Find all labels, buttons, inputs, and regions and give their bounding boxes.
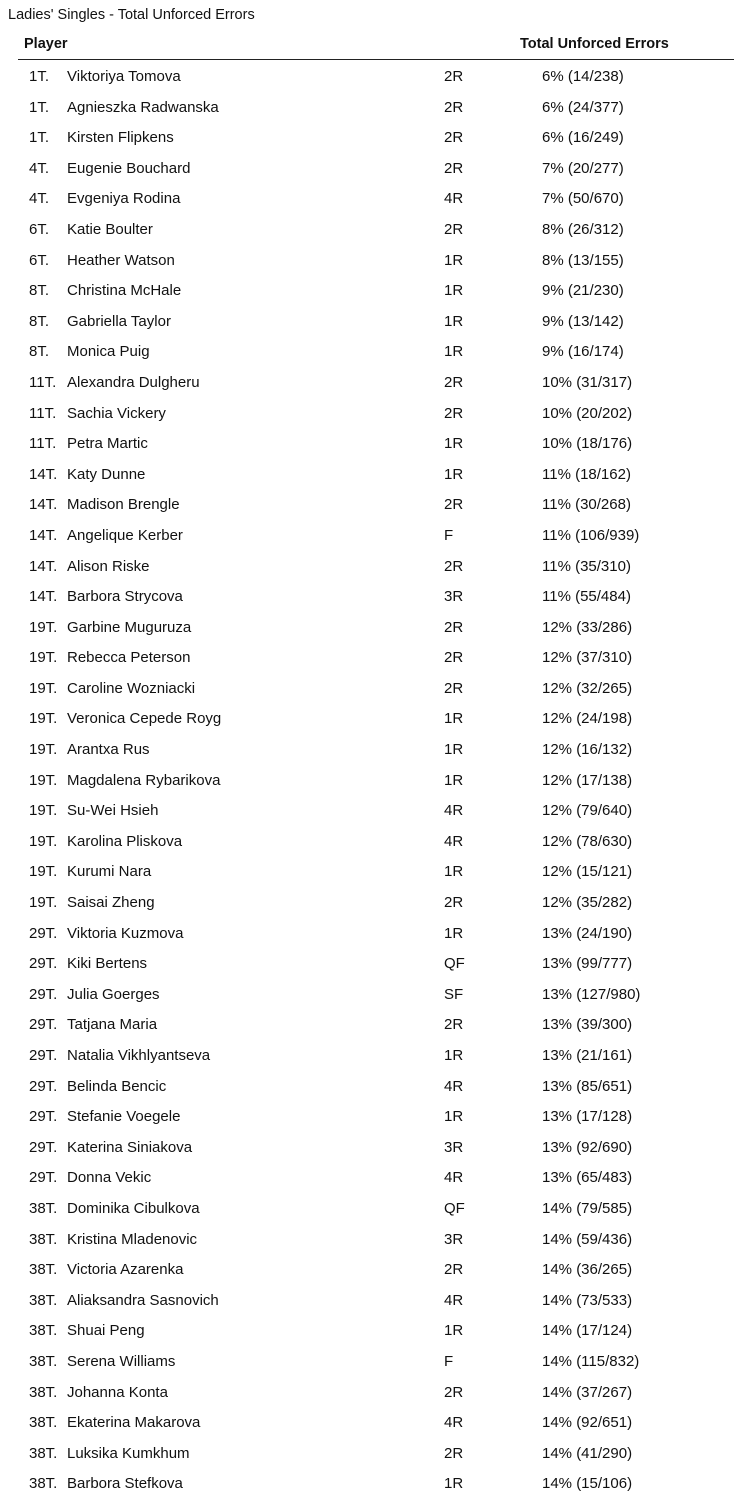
table-row [0, 246, 756, 277]
round-cell: 1R [444, 251, 464, 269]
player-name-cell: Ekaterina Makarova [67, 1414, 201, 1432]
rank-cell: 14T. [29, 526, 58, 544]
table-row [0, 1255, 756, 1286]
rank-cell: 8T. [29, 343, 50, 361]
rank-cell: 38T. [29, 1261, 58, 1279]
table-row [0, 276, 756, 307]
unforced-errors-cell: 14% (73/533) [542, 1291, 633, 1309]
round-cell: 2R [444, 1383, 464, 1401]
header-divider [18, 59, 734, 60]
unforced-errors-cell: 12% (35/282) [542, 894, 633, 912]
table-row [0, 919, 756, 950]
table-row [0, 857, 756, 888]
rank-cell: 38T. [29, 1383, 58, 1401]
player-name-cell: Alexandra Dulgheru [67, 373, 200, 391]
table-row [0, 582, 756, 613]
table-row [0, 552, 756, 583]
rank-cell: 29T. [29, 1169, 58, 1187]
player-name-cell: Garbine Muguruza [67, 618, 192, 636]
player-name-cell: Petra Martic [67, 435, 148, 453]
rank-cell: 6T. [29, 251, 50, 269]
rank-cell: 19T. [29, 618, 58, 636]
unforced-errors-cell: 13% (24/190) [542, 924, 633, 942]
rank-cell: 19T. [29, 771, 58, 789]
table-row [0, 674, 756, 705]
unforced-errors-cell: 14% (79/585) [542, 1199, 633, 1217]
round-cell: 4R [444, 832, 464, 850]
rank-cell: 11T. [29, 435, 57, 453]
table-row [0, 1286, 756, 1317]
table-row [0, 1102, 756, 1133]
player-name-cell: Serena Williams [67, 1352, 176, 1370]
round-cell: 1R [444, 312, 464, 330]
unforced-errors-cell: 12% (15/121) [542, 863, 633, 881]
unforced-errors-cell: 13% (99/777) [542, 955, 633, 973]
table-row [0, 1072, 756, 1103]
round-cell: 2R [444, 68, 464, 85]
unforced-errors-cell: 14% (41/290) [542, 1444, 633, 1462]
round-cell: 3R [444, 1230, 464, 1248]
unforced-errors-cell: 13% (39/300) [542, 1016, 633, 1034]
round-cell: QF [444, 1199, 465, 1217]
round-cell: 1R [444, 710, 464, 728]
unforced-errors-cell: 13% (17/128) [542, 1108, 633, 1126]
round-cell: SF [444, 985, 464, 1003]
unforced-errors-cell: 6% (24/377) [542, 98, 624, 116]
player-name-cell: Tatjana Maria [67, 1016, 158, 1034]
round-cell: 2R [444, 679, 464, 697]
round-cell: 2R [444, 496, 464, 514]
player-name-cell: Kristina Mladenovic [67, 1230, 198, 1248]
unforced-errors-cell: 12% (37/310) [542, 649, 633, 667]
player-name-cell: Magdalena Rybarikova [67, 771, 221, 789]
round-cell: 1R [444, 343, 464, 361]
table-row [0, 1010, 756, 1041]
player-name-cell: Alison Riske [67, 557, 150, 575]
player-name-cell: Johanna Konta [67, 1383, 168, 1401]
results-table [0, 62, 756, 1500]
round-cell: 1R [444, 465, 464, 483]
rank-cell: 19T. [29, 679, 58, 697]
table-row [0, 307, 756, 338]
table-row [0, 1163, 756, 1194]
unforced-errors-cell: 12% (16/132) [542, 741, 633, 759]
rank-cell: 11T. [29, 404, 57, 422]
rank-cell: 29T. [29, 955, 58, 973]
rank-cell: 19T. [29, 802, 58, 820]
table-row [0, 1041, 756, 1072]
round-cell: 2R [444, 557, 464, 575]
rank-cell: 38T. [29, 1352, 58, 1370]
player-name-cell: Donna Vekic [67, 1169, 152, 1187]
table-row [0, 827, 756, 858]
unforced-errors-cell: 13% (85/651) [542, 1077, 633, 1095]
table-row [0, 460, 756, 491]
unforced-errors-cell: 11% (18/162) [542, 465, 631, 483]
table-row [0, 337, 756, 368]
table-row [0, 949, 756, 980]
round-cell: F [444, 1352, 454, 1370]
unforced-errors-cell: 11% (35/310) [542, 557, 631, 575]
round-cell: 2R [444, 98, 464, 116]
unforced-errors-cell: 13% (21/161) [542, 1047, 633, 1064]
player-name-cell: Monica Puig [67, 343, 150, 361]
round-cell: 2R [444, 1261, 464, 1279]
unforced-errors-cell: 12% (24/198) [542, 710, 633, 728]
table-row [0, 704, 756, 735]
table-row [0, 735, 756, 766]
table-row [0, 123, 756, 154]
rank-cell: 38T. [29, 1322, 58, 1340]
unforced-errors-cell: 9% (13/142) [542, 312, 624, 330]
player-name-cell: Kirsten Flipkens [67, 129, 174, 147]
round-cell: F [444, 526, 454, 544]
table-row [0, 888, 756, 919]
unforced-errors-cell: 13% (127/980) [542, 985, 641, 1003]
rank-cell: 38T. [29, 1444, 58, 1462]
column-header-player: Player [24, 36, 68, 52]
rank-cell: 14T. [29, 465, 58, 483]
player-name-cell: Veronica Cepede Royg [67, 710, 222, 728]
unforced-errors-cell: 11% (30/268) [542, 496, 631, 514]
rank-cell: 38T. [29, 1230, 58, 1248]
player-name-cell: Aliaksandra Sasnovich [67, 1291, 219, 1309]
rank-cell: 14T. [29, 557, 58, 575]
table-row [0, 154, 756, 185]
rank-cell: 29T. [29, 1108, 58, 1126]
table-row [0, 1408, 756, 1439]
rank-cell: 38T. [29, 1475, 58, 1493]
round-cell: 1R [444, 1047, 464, 1064]
unforced-errors-cell: 13% (65/483) [542, 1169, 633, 1187]
rank-cell: 29T. [29, 1077, 58, 1095]
page-title: Ladies' Singles - Total Unforced Errors [8, 7, 255, 23]
player-name-cell: Julia Goerges [67, 985, 160, 1003]
player-name-cell: Evgeniya Rodina [67, 190, 181, 208]
table-row [0, 490, 756, 521]
player-name-cell: Barbora Strycova [67, 588, 183, 606]
table-row [0, 1378, 756, 1409]
player-name-cell: Viktoriya Tomova [67, 68, 181, 85]
rank-cell: 1T. [29, 98, 50, 116]
rank-cell: 8T. [29, 312, 50, 330]
table-row [0, 1469, 756, 1500]
round-cell: 1R [444, 1475, 464, 1493]
rank-cell: 29T. [29, 1047, 58, 1064]
rank-cell: 4T. [29, 190, 50, 208]
player-name-cell: Shuai Peng [67, 1322, 145, 1340]
unforced-errors-cell: 9% (16/174) [542, 343, 624, 361]
unforced-errors-cell: 10% (31/317) [542, 373, 633, 391]
round-cell: 4R [444, 190, 464, 208]
player-name-cell: Viktoria Kuzmova [67, 924, 184, 942]
unforced-errors-cell: 8% (13/155) [542, 251, 624, 269]
rank-cell: 38T. [29, 1414, 58, 1432]
table-row [0, 1225, 756, 1256]
round-cell: QF [444, 955, 465, 973]
round-cell: 2R [444, 1016, 464, 1034]
table-row [0, 93, 756, 124]
rank-cell: 1T. [29, 68, 50, 85]
player-name-cell: Madison Brengle [67, 496, 180, 514]
rank-cell: 19T. [29, 649, 58, 667]
table-row [0, 643, 756, 674]
table-row [0, 980, 756, 1011]
player-name-cell: Caroline Wozniacki [67, 679, 196, 697]
unforced-errors-cell: 12% (32/265) [542, 679, 633, 697]
round-cell: 2R [444, 894, 464, 912]
unforced-errors-cell: 6% (16/249) [542, 129, 624, 147]
round-cell: 1R [444, 1322, 464, 1340]
round-cell: 4R [444, 802, 464, 820]
table-row [0, 399, 756, 430]
unforced-errors-cell: 11% (106/939) [542, 526, 640, 544]
table-row [0, 368, 756, 399]
rank-cell: 19T. [29, 863, 58, 881]
rank-cell: 19T. [29, 741, 58, 759]
table-row [0, 1133, 756, 1164]
player-name-cell: Angelique Kerber [67, 526, 183, 544]
player-name-cell: Victoria Azarenka [67, 1261, 184, 1279]
table-row [0, 796, 756, 827]
round-cell: 1R [444, 282, 464, 300]
round-cell: 2R [444, 220, 464, 238]
player-name-cell: Dominika Cibulkova [67, 1199, 200, 1217]
table-row [0, 215, 756, 246]
table-row [0, 62, 756, 93]
unforced-errors-cell: 14% (92/651) [542, 1414, 633, 1432]
round-cell: 2R [444, 1444, 464, 1462]
unforced-errors-cell: 7% (20/277) [542, 159, 624, 177]
round-cell: 4R [444, 1169, 464, 1187]
rank-cell: 19T. [29, 710, 58, 728]
round-cell: 2R [444, 649, 464, 667]
rank-cell: 29T. [29, 924, 58, 942]
round-cell: 1R [444, 924, 464, 942]
player-name-cell: Katy Dunne [67, 465, 146, 483]
unforced-errors-cell: 11% (55/484) [542, 588, 631, 606]
player-name-cell: Stefanie Voegele [67, 1108, 181, 1126]
round-cell: 4R [444, 1077, 464, 1095]
table-row [0, 1194, 756, 1225]
player-name-cell: Natalia Vikhlyantseva [67, 1047, 211, 1064]
round-cell: 2R [444, 373, 464, 391]
round-cell: 2R [444, 618, 464, 636]
rank-cell: 29T. [29, 1016, 58, 1034]
player-name-cell: Karolina Pliskova [67, 832, 183, 850]
player-name-cell: Eugenie Bouchard [67, 159, 191, 177]
player-name-cell: Rebecca Peterson [67, 649, 191, 667]
round-cell: 2R [444, 159, 464, 177]
player-name-cell: Su-Wei Hsieh [67, 802, 159, 820]
table-row [0, 1347, 756, 1378]
round-cell: 3R [444, 588, 464, 606]
rank-cell: 14T. [29, 588, 58, 606]
unforced-errors-cell: 14% (15/106) [542, 1475, 633, 1493]
unforced-errors-cell: 12% (79/640) [542, 802, 633, 820]
player-name-cell: Barbora Stefkova [67, 1475, 183, 1493]
unforced-errors-cell: 14% (36/265) [542, 1261, 633, 1279]
unforced-errors-cell: 6% (14/238) [542, 68, 624, 85]
rank-cell: 1T. [29, 129, 50, 147]
round-cell: 1R [444, 435, 464, 453]
unforced-errors-cell: 12% (33/286) [542, 618, 633, 636]
player-name-cell: Gabriella Taylor [67, 312, 171, 330]
table-row [0, 1439, 756, 1470]
player-name-cell: Katie Boulter [67, 220, 153, 238]
rank-cell: 4T. [29, 159, 50, 177]
unforced-errors-cell: 10% (18/176) [542, 435, 633, 453]
unforced-errors-cell: 13% (92/690) [542, 1138, 633, 1156]
round-cell: 1R [444, 863, 464, 881]
unforced-errors-cell: 12% (17/138) [542, 771, 633, 789]
player-name-cell: Katerina Siniakova [67, 1138, 193, 1156]
unforced-errors-cell: 12% (78/630) [542, 832, 633, 850]
round-cell: 2R [444, 404, 464, 422]
table-row [0, 521, 756, 552]
player-name-cell: Sachia Vickery [67, 404, 166, 422]
player-name-cell: Saisai Zheng [67, 894, 155, 912]
table-row [0, 1316, 756, 1347]
player-name-cell: Belinda Bencic [67, 1077, 167, 1095]
unforced-errors-cell: 14% (115/832) [542, 1352, 640, 1370]
unforced-errors-cell: 9% (21/230) [542, 282, 624, 300]
player-name-cell: Heather Watson [67, 251, 175, 269]
rank-cell: 38T. [29, 1199, 58, 1217]
round-cell: 1R [444, 771, 464, 789]
rank-cell: 19T. [29, 832, 58, 850]
round-cell: 1R [444, 1108, 464, 1126]
table-row [0, 429, 756, 460]
table-row [0, 766, 756, 797]
unforced-errors-cell: 8% (26/312) [542, 220, 624, 238]
rank-cell: 29T. [29, 985, 58, 1003]
unforced-errors-cell: 14% (59/436) [542, 1230, 633, 1248]
player-name-cell: Arantxa Rus [67, 741, 150, 759]
unforced-errors-cell: 10% (20/202) [542, 404, 633, 422]
unforced-errors-cell: 7% (50/670) [542, 190, 624, 208]
rank-cell: 6T. [29, 220, 50, 238]
rank-cell: 38T. [29, 1291, 58, 1309]
rank-cell: 11T. [29, 373, 57, 391]
unforced-errors-cell: 14% (37/267) [542, 1383, 633, 1401]
table-row [0, 613, 756, 644]
rank-cell: 8T. [29, 282, 50, 300]
round-cell: 1R [444, 741, 464, 759]
round-cell: 4R [444, 1291, 464, 1309]
round-cell: 3R [444, 1138, 464, 1156]
round-cell: 4R [444, 1414, 464, 1432]
player-name-cell: Kurumi Nara [67, 863, 152, 881]
player-name-cell: Luksika Kumkhum [67, 1444, 190, 1462]
player-name-cell: Kiki Bertens [67, 955, 148, 973]
unforced-errors-cell: 14% (17/124) [542, 1322, 633, 1340]
rank-cell: 14T. [29, 496, 58, 514]
rank-cell: 29T. [29, 1138, 58, 1156]
rank-cell: 19T. [29, 894, 58, 912]
player-name-cell: Agnieszka Radwanska [67, 98, 219, 116]
table-row [0, 184, 756, 215]
column-header-unforced-errors: Total Unforced Errors [520, 36, 669, 52]
round-cell: 2R [444, 129, 464, 147]
player-name-cell: Christina McHale [67, 282, 182, 300]
